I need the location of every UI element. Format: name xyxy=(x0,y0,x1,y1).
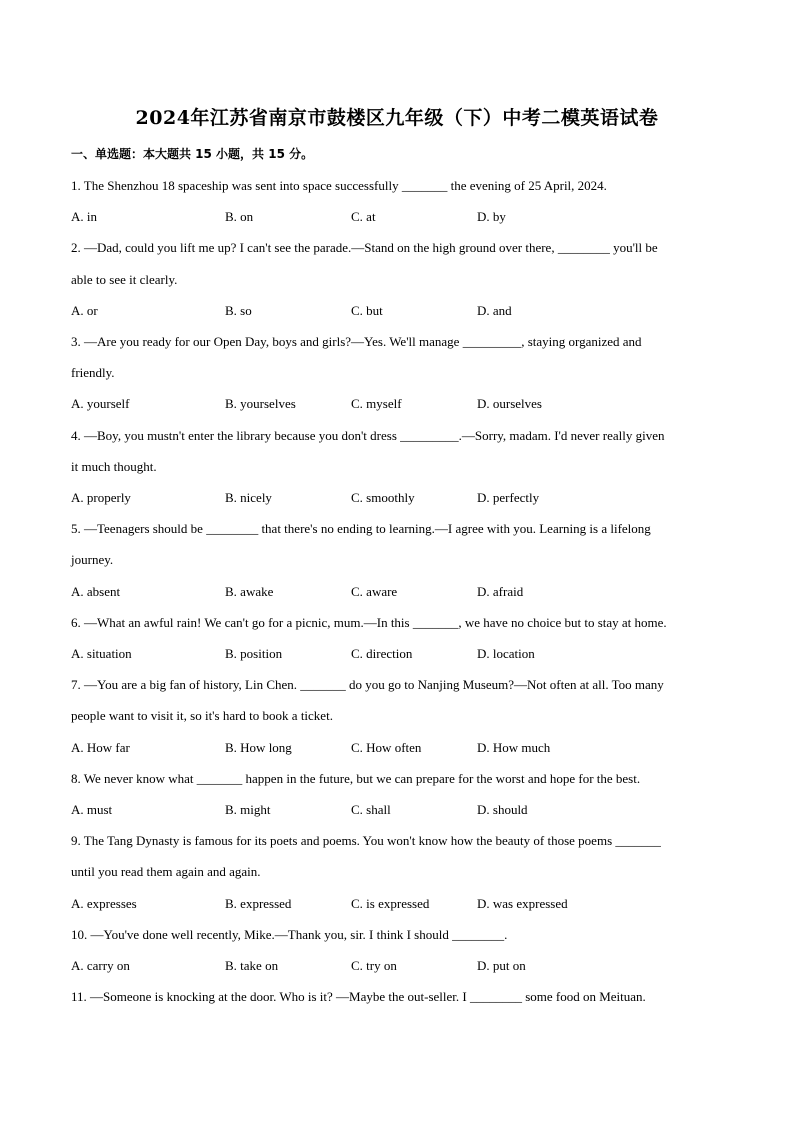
option-d[interactable]: D. ourselves xyxy=(477,396,542,412)
option-c[interactable]: C. shall xyxy=(351,802,391,817)
question-4-options xyxy=(71,482,731,513)
option-d[interactable]: D. perfectly xyxy=(477,490,540,505)
question-7-options xyxy=(71,732,731,763)
question-4-line-1: 4. —Boy, you mustn't enter the library because you don't dress _________.—Sorry, madam. I'd never really given xyxy=(71,427,665,443)
question-10-line-1: 10. —You've done well recently, Mike.—Thank you, sir. I think I should ________. xyxy=(71,926,508,942)
option-b[interactable]: B. on xyxy=(225,209,254,225)
option-d[interactable]: D. put on xyxy=(477,958,526,973)
option-c[interactable]: C. is expressed xyxy=(351,895,430,911)
option-d[interactable]: D. was expressed xyxy=(477,895,568,911)
option-a[interactable]: A. expresses xyxy=(71,895,137,911)
question-3-options xyxy=(71,388,731,419)
question-2-options xyxy=(71,295,731,326)
option-d[interactable]: D. afraid xyxy=(477,583,524,599)
option-a[interactable]: A. carry on xyxy=(71,958,130,973)
question-1-options xyxy=(71,201,731,232)
option-b[interactable]: B. yourselves xyxy=(225,396,296,412)
option-c[interactable]: C. How often xyxy=(351,739,422,755)
question-6-options xyxy=(71,638,731,669)
option-a[interactable]: A. yourself xyxy=(71,396,130,412)
question-7-line-2: people want to visit it, so it's hard to book a ticket. xyxy=(71,708,333,724)
question-8-line-1: 8. We never know what _______ happen in the future, but we can prepare for the worst and hope for the best. xyxy=(71,770,641,786)
option-b[interactable]: B. take on xyxy=(225,958,279,973)
option-c[interactable]: C. myself xyxy=(351,396,402,412)
option-d[interactable]: D. should xyxy=(477,802,528,817)
question-7-line-1: 7. —You are a big fan of history, Lin Chen. _______ do you go to Nanjing Museum?—Not often at all. Too many xyxy=(71,677,664,693)
option-c[interactable]: C. try on xyxy=(351,958,397,973)
section-heading: 一、单选题：本大题共 15 小题，共 15 分。 xyxy=(71,147,314,161)
option-d[interactable]: D. location xyxy=(477,646,535,661)
option-a[interactable]: A. How far xyxy=(71,739,130,755)
question-5-options xyxy=(71,576,731,607)
question-1-line-1: 1. The Shenzhou 18 spaceship was sent into space successfully _______ the evening of 25 April, 2024. xyxy=(71,178,607,193)
option-b[interactable]: B. might xyxy=(225,802,271,817)
question-2-line-1: 2. —Dad, could you lift me up? I can't see the parade.—Stand on the high ground over there, ________ you'll be xyxy=(71,240,658,256)
option-b[interactable]: B. nicely xyxy=(225,490,272,505)
option-c[interactable]: C. but xyxy=(351,302,383,318)
option-b[interactable]: B. expressed xyxy=(225,895,292,911)
option-a[interactable]: A. absent xyxy=(71,583,121,599)
option-a[interactable]: A. in xyxy=(71,209,97,225)
question-3-line-1: 3. —Are you ready for our Open Day, boys and girls?—Yes. We'll manage _________, staying organized and xyxy=(71,334,642,349)
question-8-options xyxy=(71,794,731,825)
question-6-line-1: 6. —What an awful rain! We can't go for a picnic, mum.—In this _______, we have no choice but to stay at home. xyxy=(71,614,667,630)
question-2-line-2: able to see it clearly. xyxy=(71,271,178,287)
option-d[interactable]: D. and xyxy=(477,302,512,318)
question-10-options xyxy=(71,950,731,981)
option-a[interactable]: A. properly xyxy=(71,490,131,505)
question-9-line-1: 9. The Tang Dynasty is famous for its poets and poems. You won't know how the beauty of those poems _______ xyxy=(71,833,661,849)
page-title: 2024年江苏省南京市鼓楼区九年级（下）中考二模英语试卷 xyxy=(135,107,659,129)
option-c[interactable]: C. at xyxy=(351,209,376,225)
option-a[interactable]: A. must xyxy=(71,802,113,817)
option-c[interactable]: C. smoothly xyxy=(351,490,415,505)
question-11-line-1: 11. —Someone is knocking at the door. Who is it? —Maybe the out-seller. I ________ some food on Meituan. xyxy=(71,989,646,1005)
option-a[interactable]: A. situation xyxy=(71,646,132,661)
option-b[interactable]: B. so xyxy=(225,302,252,318)
question-5-line-2: journey. xyxy=(71,552,114,568)
option-c[interactable]: C. direction xyxy=(351,646,413,661)
option-d[interactable]: D. by xyxy=(477,209,506,225)
question-5-line-1: 5. —Teenagers should be ________ that there's no ending to learning.—I agree with you. Learning is a lifelong xyxy=(71,521,651,537)
option-d[interactable]: D. How much xyxy=(477,739,551,755)
question-4-line-2: it much thought. xyxy=(71,458,157,474)
question-9-line-2: until you read them again and again. xyxy=(71,864,261,880)
question-3-line-2: friendly. xyxy=(71,365,115,381)
option-b[interactable]: B. awake xyxy=(225,583,274,599)
question-9-options xyxy=(71,888,731,919)
option-b[interactable]: B. How long xyxy=(225,739,292,755)
option-a[interactable]: A. or xyxy=(71,302,98,318)
option-b[interactable]: B. position xyxy=(225,646,283,661)
option-c[interactable]: C. aware xyxy=(351,583,398,599)
